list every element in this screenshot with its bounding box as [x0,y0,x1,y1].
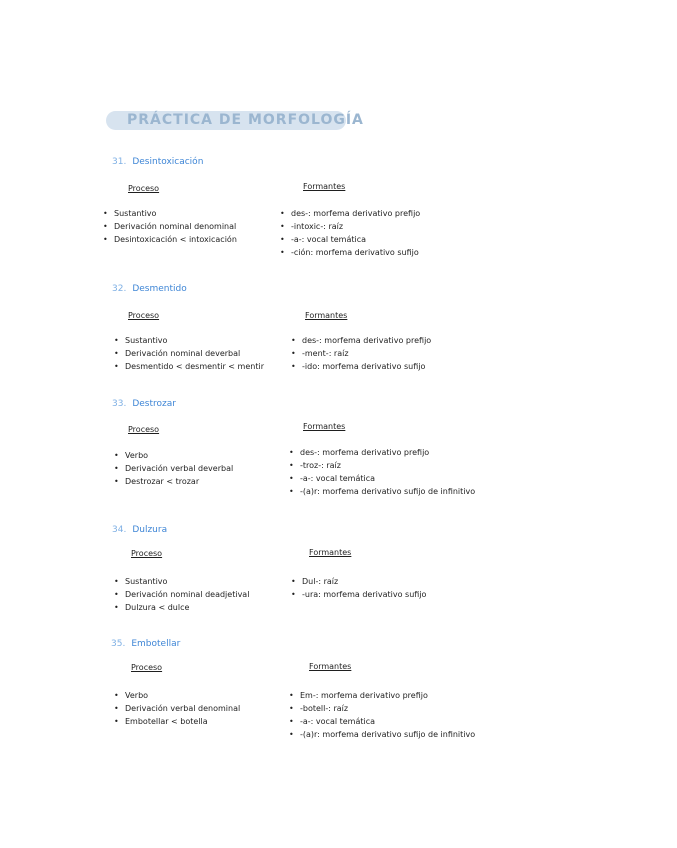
section-title [112,399,176,409]
section-number: 33. [112,399,127,409]
list-item: • -ura: morfema derivativo sufijo [291,588,426,601]
proceso-header: Proceso [128,425,160,434]
proceso-list [114,449,233,488]
section-word: Dulzura [132,525,168,535]
section-number: 34. [112,525,127,535]
list-item: • des-: morfema derivativo prefijo [289,446,475,459]
list-item: • -(a)r: morfema derivativo sufijo de infinitivo [289,485,475,498]
list-item: • Em-: morfema derivativo prefijo [289,689,475,702]
formantes-list [291,575,426,601]
list-item: • Sustantivo [114,334,264,347]
list-item: • -botell-: raíz [289,702,475,715]
section-number: 32. [112,284,127,294]
formantes-list [280,207,420,259]
section-title [112,157,203,167]
section-word: Desmentido [132,284,187,294]
list-item: • Destrozar < trozar [114,475,233,488]
list-item: • des-: morfema derivativo prefijo [280,207,420,220]
formantes-header: Formantes [305,311,348,320]
proceso-header: Proceso [128,184,160,193]
formantes-header: Formantes [303,182,346,191]
proceso-list [103,207,237,246]
list-item: • -ido: morfema derivativo sufijo [291,360,431,373]
section-word: Destrozar [132,399,176,409]
section-title [112,284,187,294]
list-item: • Derivación verbal denominal [114,702,240,715]
formantes-list [289,446,475,498]
formantes-header: Formantes [309,548,352,557]
section-word: Desintoxicación [132,157,204,167]
list-item: • Derivación verbal deverbal [114,462,233,475]
list-item: • Derivación nominal denominal [103,220,237,233]
list-item: • Derivación nominal deadjetival [114,588,249,601]
list-item: • Derivación nominal deverbal [114,347,264,360]
section-title [111,639,180,649]
list-item: • -ción: morfema derivativo sufijo [280,246,420,259]
list-item: • -a-: vocal temática [280,233,420,246]
formantes-header: Formantes [303,422,346,431]
list-item: • Dul-: raíz [291,575,426,588]
list-item: • -ment-: raíz [291,347,431,360]
list-item: • Desintoxicación < intoxicación [103,233,237,246]
section-word: Embotellar [131,639,181,649]
list-item: • Sustantivo [114,575,249,588]
list-item: • Verbo [114,689,240,702]
page-title: PRÁCTICA DE MORFOLOGÍA [127,112,364,128]
list-item: • Embotellar < botella [114,715,240,728]
section-number: 31. [112,157,127,167]
list-item: • Dulzura < dulce [114,601,249,614]
list-item: • -intoxic-: raíz [280,220,420,233]
list-item: • -troz-: raíz [289,459,475,472]
list-item: • -a-: vocal temática [289,715,475,728]
list-item: • Sustantivo [103,207,237,220]
formantes-list [289,689,475,741]
formantes-list [291,334,431,373]
proceso-header: Proceso [131,663,163,672]
list-item: • Desmentido < desmentir < mentir [114,360,264,373]
formantes-header: Formantes [309,662,352,671]
proceso-list [114,334,264,373]
section-number: 35. [111,639,126,649]
list-item: • des-: morfema derivativo prefijo [291,334,431,347]
proceso-header: Proceso [128,311,160,320]
list-item: • Verbo [114,449,233,462]
proceso-header: Proceso [131,549,163,558]
proceso-list [114,575,249,614]
list-item: • -(a)r: morfema derivativo sufijo de infinitivo [289,728,475,741]
proceso-list [114,689,240,728]
section-title [112,525,167,535]
list-item: • -a-: vocal temática [289,472,475,485]
